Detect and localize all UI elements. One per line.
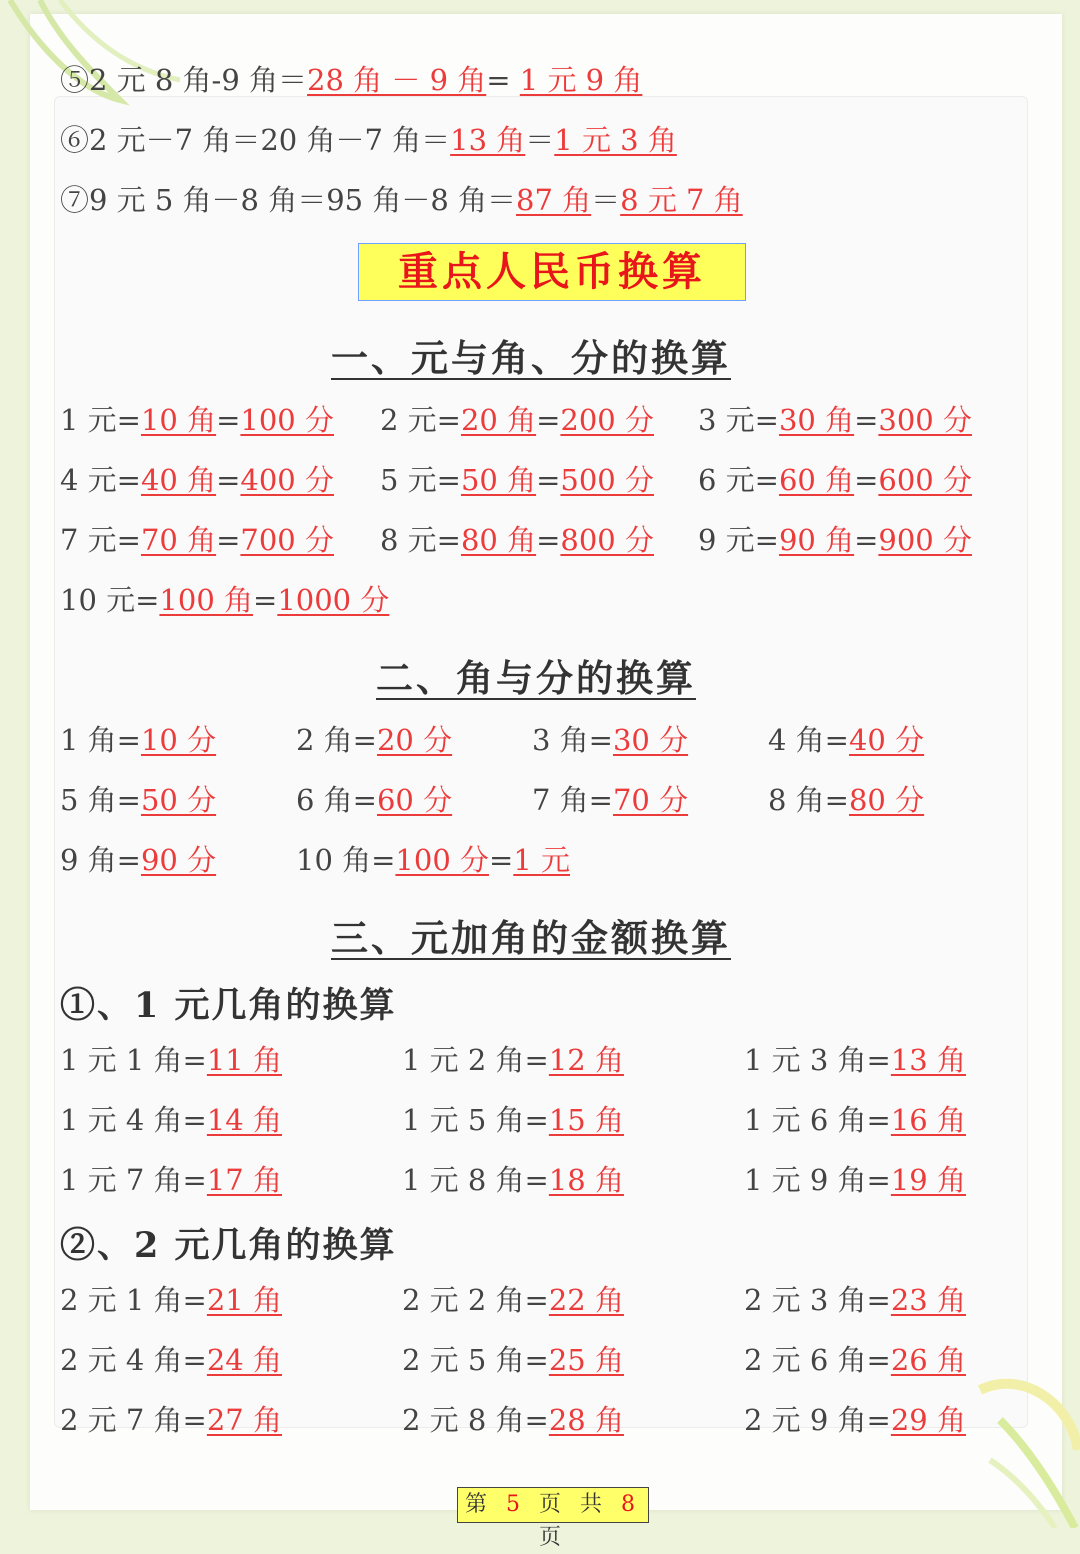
answer-text: 1 元: [513, 843, 570, 877]
answer-text: 21 角: [206, 1283, 282, 1317]
main-title: 重点人民币换算: [358, 243, 746, 301]
page-indicator: [457, 1487, 649, 1550]
s3-item: [744, 1038, 966, 1082]
answer-text: 13 角: [890, 1043, 966, 1077]
answer-text: 1000 分: [277, 583, 390, 617]
answer-text: 20 分: [376, 723, 453, 757]
question-text: 2 元 2 角=: [402, 1283, 549, 1317]
answer-text: 30 分: [612, 723, 689, 757]
section-2-title: 二、角与分的换算: [376, 656, 696, 700]
s1-item: 2 元=20 角=200 分: [380, 403, 654, 437]
question-text: 7 角=: [532, 783, 613, 817]
question-text: 4 角=: [768, 723, 849, 757]
answer-text: 40 分: [848, 723, 925, 757]
answer-text: 80 分: [848, 783, 925, 817]
page-number: 5: [506, 1492, 526, 1517]
question-text: 2 元 8 角=: [402, 1403, 549, 1437]
answer-text: 50 角: [460, 463, 537, 497]
answer-text: 40 角: [140, 463, 217, 497]
answer-text: 18 角: [548, 1163, 624, 1197]
s2-item: [296, 718, 452, 762]
question-text: 1 角=: [60, 723, 141, 757]
s3-item: [402, 1398, 624, 1442]
s1-item: 7 元=70 角=700 分: [60, 523, 334, 557]
s3-item: [744, 1338, 966, 1382]
question-text: 2 元 7 角=: [60, 1403, 207, 1437]
answer-text: 900 分: [878, 523, 972, 557]
answer-text: 100 分: [395, 843, 489, 877]
question-text: ⑤2 元 8 角-9 角＝: [60, 63, 308, 97]
s1-item: 5 元=50 角=500 分: [380, 463, 654, 497]
equals-sign: =: [489, 843, 514, 877]
s3-item: [60, 1338, 282, 1382]
answer-text: 10 分: [140, 723, 217, 757]
question-text: 1 元 2 角=: [402, 1043, 549, 1077]
s3-item: [744, 1398, 966, 1442]
question-text: 10 角=: [296, 843, 396, 877]
question-text: 2 角=: [296, 723, 377, 757]
answer-text: 11 角: [206, 1043, 282, 1077]
s1-item: 10 元=100 角=1000 分: [60, 583, 390, 617]
question-text: 6 元=: [698, 463, 779, 497]
s3-item: [402, 1038, 624, 1082]
answer-text: 500 分: [560, 463, 654, 497]
question-text: 3 元=: [698, 403, 779, 437]
question-text: 2 元 4 角=: [60, 1343, 207, 1377]
answer-text: 28 角: [548, 1403, 624, 1437]
answer-text: 70 角: [140, 523, 217, 557]
s3-item: [60, 1038, 282, 1082]
s1-item: 9 元=90 角=900 分: [698, 523, 972, 557]
answer-text: 90 角: [778, 523, 855, 557]
answer-text: 27 角: [206, 1403, 282, 1437]
page-total: 8: [621, 1492, 641, 1517]
question-text: ⑥2 元－7 角＝20 角－7 角＝: [60, 123, 451, 157]
equals-sign: =: [486, 63, 520, 97]
answer-text: 23 角: [890, 1283, 966, 1317]
s1-item: 4 元=40 角=400 分: [60, 463, 334, 497]
s2-item: [768, 718, 924, 762]
answer-text: 12 角: [548, 1043, 624, 1077]
page-prefix: 第: [464, 1492, 493, 1517]
question-text: ⑦9 元 5 角－8 角＝95 角－8 角＝: [60, 183, 517, 217]
question-text: 1 元 9 角=: [744, 1163, 891, 1197]
answer-text: 100 角: [159, 583, 253, 617]
s3-item: [744, 1278, 966, 1322]
question-text: 2 元 5 角=: [402, 1343, 549, 1377]
question-text: 7 元=: [60, 523, 141, 557]
question-text: 1 元 5 角=: [402, 1103, 549, 1137]
s2-item: [532, 718, 688, 762]
answer-text: 1 元 3 角: [554, 123, 677, 157]
answer-text: 22 角: [548, 1283, 624, 1317]
s3-item: [744, 1158, 966, 1202]
equals-sign: ＝: [525, 123, 555, 157]
intro-line-7: [60, 178, 743, 222]
question-text: 1 元 4 角=: [60, 1103, 207, 1137]
s2-item: [60, 838, 216, 882]
answer-text: 30 角: [778, 403, 855, 437]
answer-text: 70 分: [612, 783, 689, 817]
s3-item: [60, 1278, 282, 1322]
question-text: 9 角=: [60, 843, 141, 877]
answer-text: 15 角: [548, 1103, 624, 1137]
question-text: 9 元=: [698, 523, 779, 557]
s3-item: [402, 1278, 624, 1322]
s3-item: [60, 1098, 282, 1142]
answer-text: 25 角: [548, 1343, 624, 1377]
question-text: 5 元=: [380, 463, 461, 497]
question-text: 5 角=: [60, 783, 141, 817]
question-text: 2 元=: [380, 403, 461, 437]
question-text: 1 元 7 角=: [60, 1163, 207, 1197]
s3-item: [60, 1158, 282, 1202]
question-text: 6 角=: [296, 783, 377, 817]
question-text: 2 元 9 角=: [744, 1403, 891, 1437]
answer-text: 14 角: [206, 1103, 282, 1137]
answer-text: 400 分: [240, 463, 334, 497]
answer-text: 10 角: [140, 403, 217, 437]
answer-text: 60 分: [376, 783, 453, 817]
answer-text: 28 角 － 9 角: [307, 63, 487, 97]
answer-text: 24 角: [206, 1343, 282, 1377]
answer-text: 8 元 7 角: [620, 183, 743, 217]
s1-item: 6 元=60 角=600 分: [698, 463, 972, 497]
equals-sign: ＝: [591, 183, 621, 217]
section-1-title: 一、元与角、分的换算: [331, 336, 731, 380]
answer-text: 700 分: [240, 523, 334, 557]
s3-item: [402, 1158, 624, 1202]
s2-item: [768, 778, 924, 822]
answer-text: 26 角: [890, 1343, 966, 1377]
s3-item: [402, 1098, 624, 1142]
s3-item: [744, 1098, 966, 1142]
question-text: 8 元=: [380, 523, 461, 557]
answer-text: 80 角: [460, 523, 537, 557]
s1-item: 3 元=30 角=300 分: [698, 403, 972, 437]
s2-item: [532, 778, 688, 822]
s1-item: 8 元=80 角=800 分: [380, 523, 654, 557]
question-text: 10 元=: [60, 583, 160, 617]
question-text: 1 元 3 角=: [744, 1043, 891, 1077]
s1-item: 1 元=10 角=100 分: [60, 403, 334, 437]
answer-text: 87 角: [516, 183, 592, 217]
answer-text: 20 角: [460, 403, 537, 437]
question-text: 2 元 6 角=: [744, 1343, 891, 1377]
answer-text: 16 角: [890, 1103, 966, 1137]
s3-item: [402, 1338, 624, 1382]
question-text: 8 角=: [768, 783, 849, 817]
question-text: 2 元 1 角=: [60, 1283, 207, 1317]
s2-item: [60, 718, 216, 762]
answer-text: 60 角: [778, 463, 855, 497]
answer-text: 17 角: [206, 1163, 282, 1197]
answer-text: 1 元 9 角: [519, 63, 643, 97]
subsection-1-title: ①、1 元几角的换算: [60, 985, 397, 1026]
answer-text: 90 分: [140, 843, 217, 877]
answer-text: 600 分: [878, 463, 972, 497]
answer-text: 13 角: [450, 123, 526, 157]
question-text: 1 元=: [60, 403, 141, 437]
intro-line-5: [60, 58, 642, 102]
question-text: 2 元 3 角=: [744, 1283, 891, 1317]
answer-text: 800 分: [560, 523, 654, 557]
intro-line-6: [60, 118, 677, 162]
answer-text: 29 角: [890, 1403, 966, 1437]
s3-item: [60, 1398, 282, 1442]
subsection-2-title: ②、2 元几角的换算: [60, 1225, 397, 1266]
question-text: 3 角=: [532, 723, 613, 757]
answer-text: 50 分: [140, 783, 217, 817]
answer-text: 300 分: [878, 403, 972, 437]
question-text: 1 元 8 角=: [402, 1163, 549, 1197]
question-text: 1 元 1 角=: [60, 1043, 207, 1077]
section-3-title: 三、元加角的金额换算: [331, 916, 731, 960]
s2-item: [296, 838, 570, 882]
answer-text: 200 分: [560, 403, 654, 437]
s2-item: [296, 778, 452, 822]
page-suffix: 页: [538, 1525, 567, 1550]
s2-item: [60, 778, 216, 822]
question-text: 1 元 6 角=: [744, 1103, 891, 1137]
answer-text: 19 角: [890, 1163, 966, 1197]
question-text: 4 元=: [60, 463, 141, 497]
answer-text: 100 分: [240, 403, 334, 437]
page-middle: 页 共: [539, 1492, 608, 1517]
